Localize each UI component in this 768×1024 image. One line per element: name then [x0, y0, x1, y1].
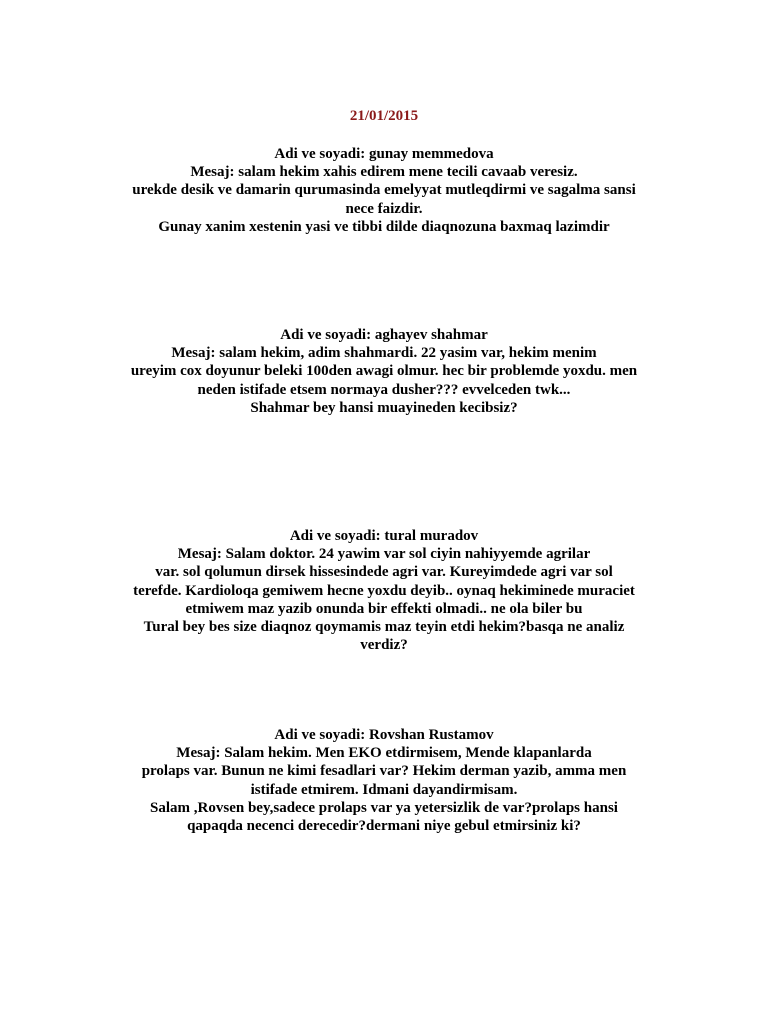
entry-name-line: Adi ve soyadi: Rovshan Rustamov: [274, 727, 494, 743]
entry-message-line: istifade etmirem. Idmani dayandirmisam.: [250, 781, 518, 798]
entry-message-line: nece faizdir.: [345, 200, 423, 217]
entry-reply-line: qapaqda necenci derecedir?dermani niye gebul etmirsiniz ki?: [187, 818, 581, 835]
entry-message-line: urekde desik ve damarin qurumasinda emelyyat mutleqdirmi ve sagalma sansi: [132, 182, 636, 199]
entry-message-line: ureyim cox doyunur beleki 100den awagi olmur. hec bir problemde yoxdu. men: [130, 363, 638, 380]
entry-name-line: Adi ve soyadi: tural muradov: [289, 528, 479, 544]
document-date: 21/01/2015: [349, 108, 419, 124]
entry-message-line: terefde. Kardioloqa gemiwem hecne yoxdu deyib.. oynaq hekiminede muraciet: [133, 582, 635, 599]
entry-message-line: Mesaj: Salam hekim. Men EKO etdirmisem, Mende klapanlarda: [176, 745, 592, 762]
entry-message-line: Mesaj: salam hekim xahis edirem mene tecili cavaab veresiz.: [190, 164, 578, 181]
message-entry: [84, 527, 684, 654]
entry-message-line: prolaps var. Bunun ne kimi fesadlari var? Hekim derman yazib, amma men: [141, 763, 627, 780]
entry-name-line: Adi ve soyadi: aghayev shahmar: [280, 327, 488, 343]
entry-reply-line: Salam ,Rovsen bey,sadece prolaps var ya yetersizlik de var?prolaps hansi: [150, 799, 618, 816]
entry-message-line: var. sol qolumun dirsek hissesindede agri var. Kureyimdede agri var sol: [155, 564, 613, 581]
entry-name-line: Adi ve soyadi: gunay memmedova: [274, 146, 494, 162]
entry-reply-line: Gunay xanim xestenin yasi ve tibbi dilde diaqnozuna baxmaq lazimdir: [158, 218, 610, 235]
entry-message-line: etmiwem maz yazib onunda bir effekti olmadi.. ne ola biler bu: [185, 600, 583, 617]
entry-message-line: neden istifade etsem normaya dusher??? evvelceden twk...: [197, 381, 571, 398]
entry-message-line: Mesaj: Salam doktor. 24 yawim var sol ciyin nahiyyemde agrilar: [177, 546, 591, 563]
entry-reply-line: Tural bey bes size diaqnoz qoymamis maz teyin etdi hekim?basqa ne analiz: [143, 619, 625, 636]
entry-reply-line: verdiz?: [360, 637, 408, 654]
message-entry: [84, 726, 684, 835]
message-entry: [84, 326, 684, 417]
message-entry: [84, 145, 684, 236]
entry-reply-line: Shahmar bey hansi muayineden kecibsiz?: [250, 399, 518, 416]
entry-message-line: Mesaj: salam hekim, adim shahmardi. 22 yasim var, hekim menim: [171, 345, 597, 362]
